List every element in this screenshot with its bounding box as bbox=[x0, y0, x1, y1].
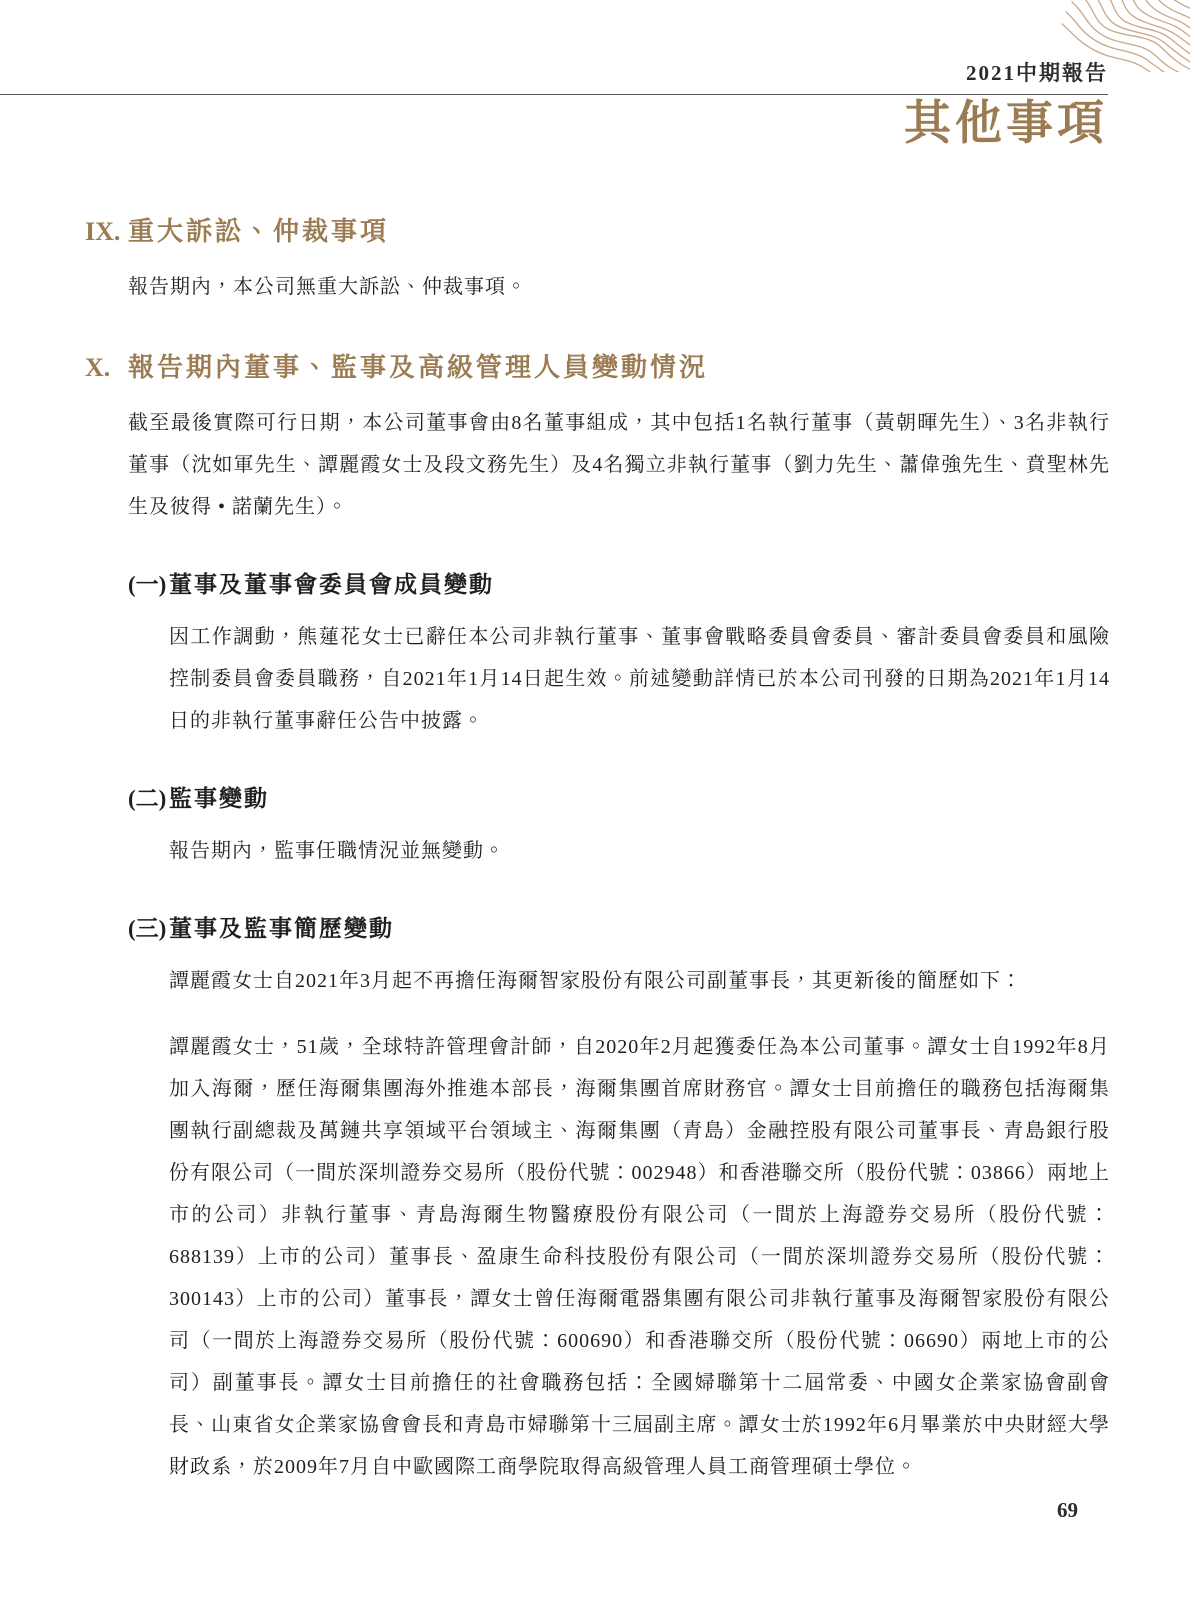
subsection-2 bbox=[128, 782, 1110, 872]
subsection-1 bbox=[128, 568, 1110, 742]
header-rule bbox=[0, 94, 1108, 95]
section-ix-body bbox=[128, 214, 1110, 308]
subsection-3-heading: 董事及監事簡歷變動 bbox=[169, 916, 394, 941]
page-title: 其他事項 bbox=[904, 98, 1108, 150]
section-x-body bbox=[128, 350, 1110, 1488]
section-x-heading: 報告期內董事、監事及高級管理人員變動情況 bbox=[128, 353, 709, 382]
section-ix-paragraph: 報告期內，本公司無重大訴訟、仲裁事項。 bbox=[128, 276, 527, 298]
subsection-2-heading: 監事變動 bbox=[169, 786, 269, 811]
subsection-2-label: (二) bbox=[128, 786, 167, 811]
subsection-3-paragraph-bio: 譚麗霞女士，51歲，全球特許管理會計師，自2020年2月起獲委任為本公司董事。譚女士自1992年8月加入海爾，歷任海爾集團海外推進本部長，海爾集團首席財務官。譚女士目前擔任的職務包括海爾集團執行副總裁及萬鏈共享領域平台領域主、海爾集團（青島）金融控股有限公司董事長、青島銀行股份有限公司（一間於深圳證券交易所（股份代號：002948）和香港聯交所（股份代號：03866）兩地上市的公司）非執行董事、青島海爾生物醫療股份有限公司（一間於上海證券交易所（股份代號：688139）上市的公司）董事長、盈康生命科技股份有限公司（一間於深圳證券交易所（股份代號：300143）上市的公司）董事長，譚女士曾任海爾電器集團有限公司非執行董事及海爾智家股份有限公司（一間於上海證券交易所（股份代號：600690）和香港聯交所（股份代號：06690）兩地上市的公司）副董事長。譚女士目前擔任的社會職務包括：全國婦聯第十二屆常委、中國女企業家協會副會長、山東省女企業家協會會長和青島市婦聯第十三屆副主席。譚女士於1992年6月畢業於中央財經大學財政系，於2009年7月自中歐國際工商學院取得高級管理人員工商管理碩士學位。 bbox=[169, 1036, 1110, 1478]
main-content bbox=[85, 214, 1110, 1488]
section-ix-heading: 重大訴訟、仲裁事項 bbox=[128, 217, 390, 246]
subsection-3-body bbox=[169, 912, 1110, 1488]
subsection-1-paragraph: 因工作調動，熊蓮花女士已辭任本公司非執行董事、董事會戰略委員會委員、審計委員會委員和風險控制委員會委員職務，自2021年1月14日起生效。前述變動詳情已於本公司刊發的日期為2021年1月14日的非執行董事辭任公告中披露。 bbox=[169, 626, 1110, 732]
report-title: 2021中期報告 bbox=[966, 61, 1108, 85]
subsection-2-paragraph: 報告期內，監事任職情況並無變動。 bbox=[169, 840, 505, 862]
subsection-3-label: (三) bbox=[128, 916, 167, 941]
section-ix bbox=[85, 214, 1110, 308]
section-x-number: X. bbox=[85, 353, 111, 382]
subsection-2-body bbox=[169, 782, 1110, 872]
subsection-1-body bbox=[169, 568, 1110, 742]
subsection-1-heading: 董事及董事會委員會成員變動 bbox=[169, 572, 494, 597]
section-x bbox=[85, 350, 1110, 1488]
subsection-3 bbox=[128, 912, 1110, 1488]
subsection-1-label: (一) bbox=[128, 572, 167, 597]
subsection-3-paragraph-intro: 譚麗霞女士自2021年3月起不再擔任海爾智家股份有限公司副董事長，其更新後的簡歷如下： bbox=[169, 970, 1022, 992]
page-number: 69 bbox=[1057, 1498, 1078, 1522]
section-x-paragraph: 截至最後實際可行日期，本公司董事會由8名董事組成，其中包括1名執行董事（黃朝暉先生）、3名非執行董事（沈如軍先生、譚麗霞女士及段文務先生）及4名獨立非執行董事（劉力先生、蕭偉強先生、賁聖林先生及彼得 • 諾蘭先生）。 bbox=[128, 412, 1110, 518]
section-ix-number: IX. bbox=[85, 217, 121, 246]
page-header bbox=[0, 0, 1190, 95]
